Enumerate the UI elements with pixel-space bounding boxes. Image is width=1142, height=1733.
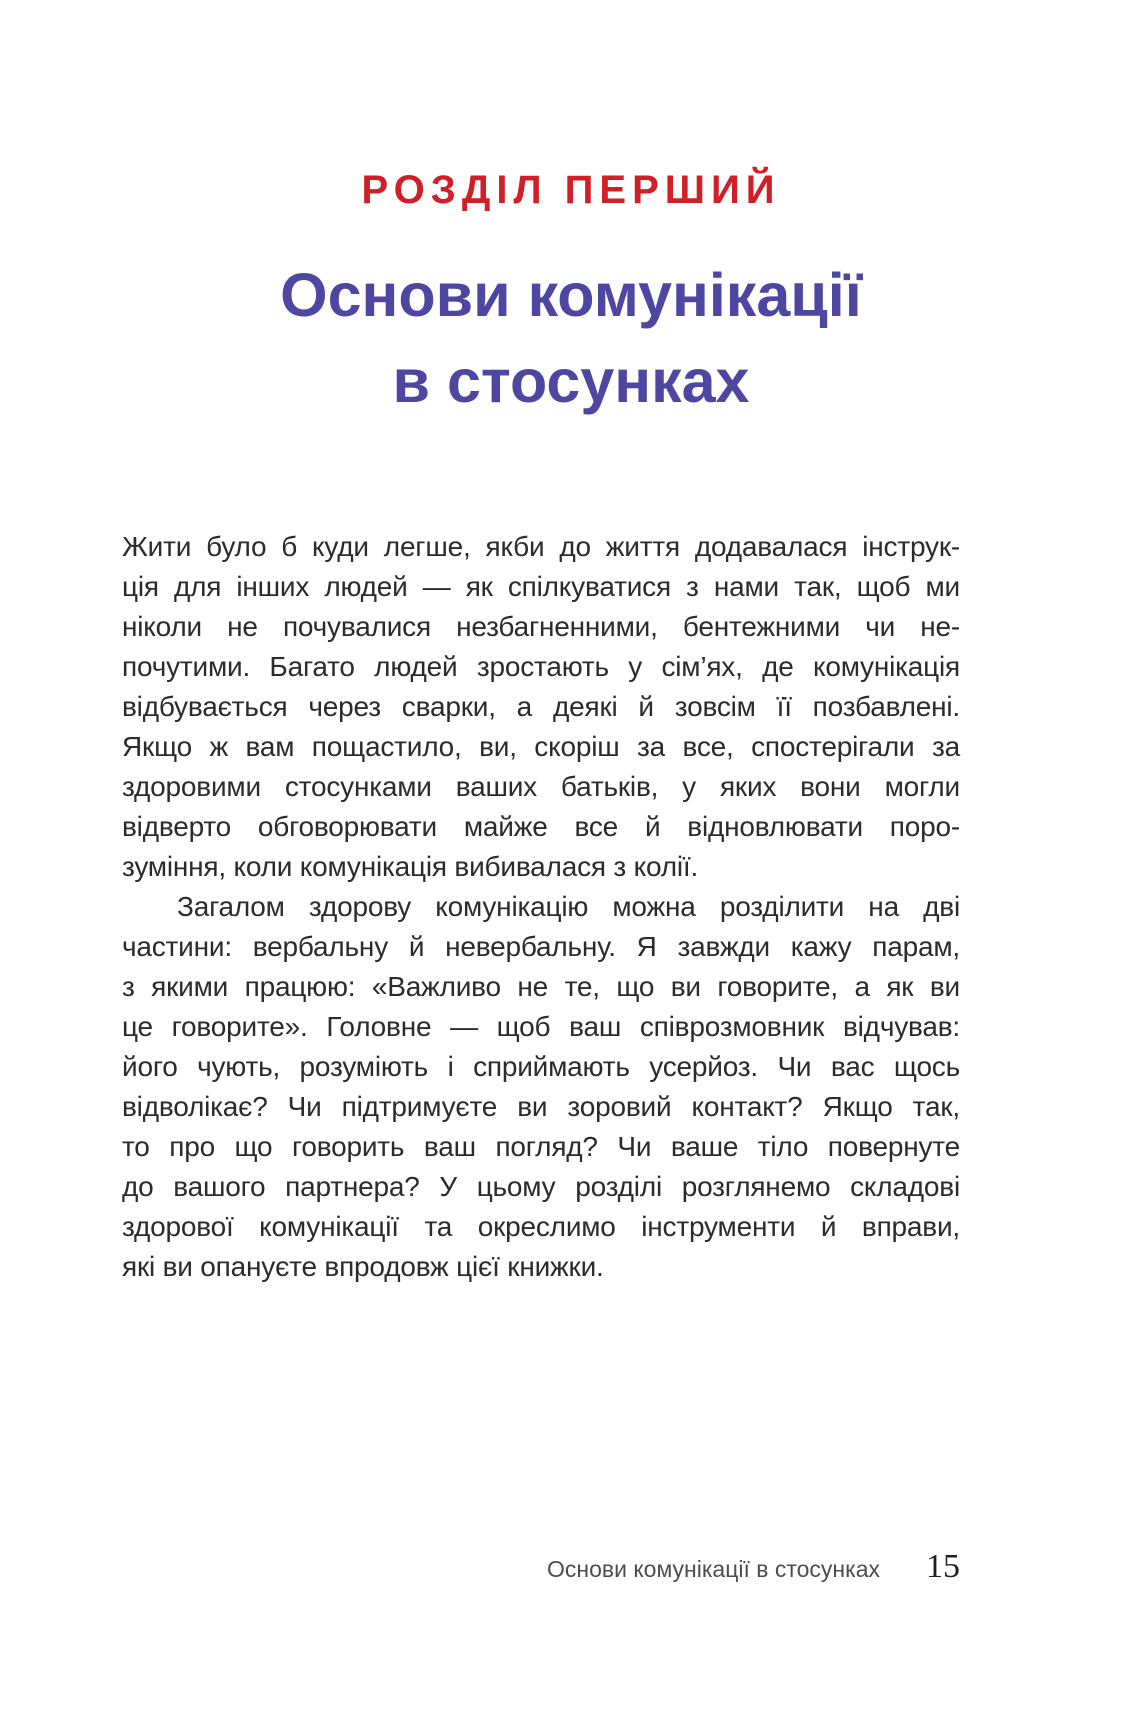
body-text bbox=[122, 527, 960, 1287]
body-line: відволікає? Чи підтримуєте ви зоровий контакт? Якщо так, bbox=[122, 1091, 960, 1122]
chapter-title bbox=[0, 252, 1142, 424]
body-line: зуміння, коли комунікація вибивалася з колії. bbox=[122, 851, 699, 882]
body-line: почутими. Багато людей зростають у сім’ях, де комунікація bbox=[122, 651, 960, 682]
body-line: це говорите». Головне — щоб ваш співрозмовник відчував: bbox=[122, 1011, 960, 1042]
paragraph bbox=[122, 527, 960, 887]
body-line: здорової комунікації та окреслимо інструменти й вправи, bbox=[122, 1211, 960, 1242]
body-line: відверто обговорювати майже все й відновлювати поро- bbox=[122, 811, 960, 842]
body-line: Якщо ж вам пощастило, ви, скоріш за все, спостерігали за bbox=[122, 731, 960, 762]
chapter-title-line-1: Основи комунікації bbox=[280, 261, 862, 329]
paragraph bbox=[122, 887, 960, 1287]
body-line: з якими працюю: «Важливо не те, що ви говорите, а як ви bbox=[122, 971, 960, 1002]
body-line: відбувається через сварки, а деякі й зовсім її позбавлені. bbox=[122, 691, 960, 722]
body-line: частини: вербальну й невербальну. Я завжди кажу парам, bbox=[122, 931, 960, 962]
body-line: ніколи не почувалися незбагненними, бентежними чи не- bbox=[122, 611, 960, 642]
body-line: які ви опануєте впродовж цієї книжки. bbox=[122, 1251, 604, 1282]
body-line: то про що говорить ваш погляд? Чи ваше тіло повернуте bbox=[122, 1131, 960, 1162]
body-line: його чують, розуміють і сприймають усерйоз. Чи вас щось bbox=[122, 1051, 960, 1082]
page-footer bbox=[122, 1548, 960, 1586]
footer-running-title: Основи комунікації в стосунках bbox=[547, 1556, 880, 1582]
body-line: до вашого партнера? У цьому розділі розглянемо складові bbox=[122, 1171, 960, 1202]
body-line: Загалом здорову комунікацію можна розділити на дві bbox=[177, 891, 960, 922]
body-line: Жити було б куди легше, якби до життя додавалася інструк- bbox=[122, 531, 960, 562]
chapter-kicker: РОЗДІЛ ПЕРШИЙ bbox=[361, 168, 781, 212]
body-line: здоровими стосунками ваших батьків, у яких вони могли bbox=[122, 771, 960, 802]
footer-page-number: 15 bbox=[926, 1548, 960, 1585]
chapter-title-line-2: в стосунках bbox=[392, 347, 750, 415]
body-line: ція для інших людей — як спілкуватися з нами так, щоб ми bbox=[122, 571, 960, 602]
